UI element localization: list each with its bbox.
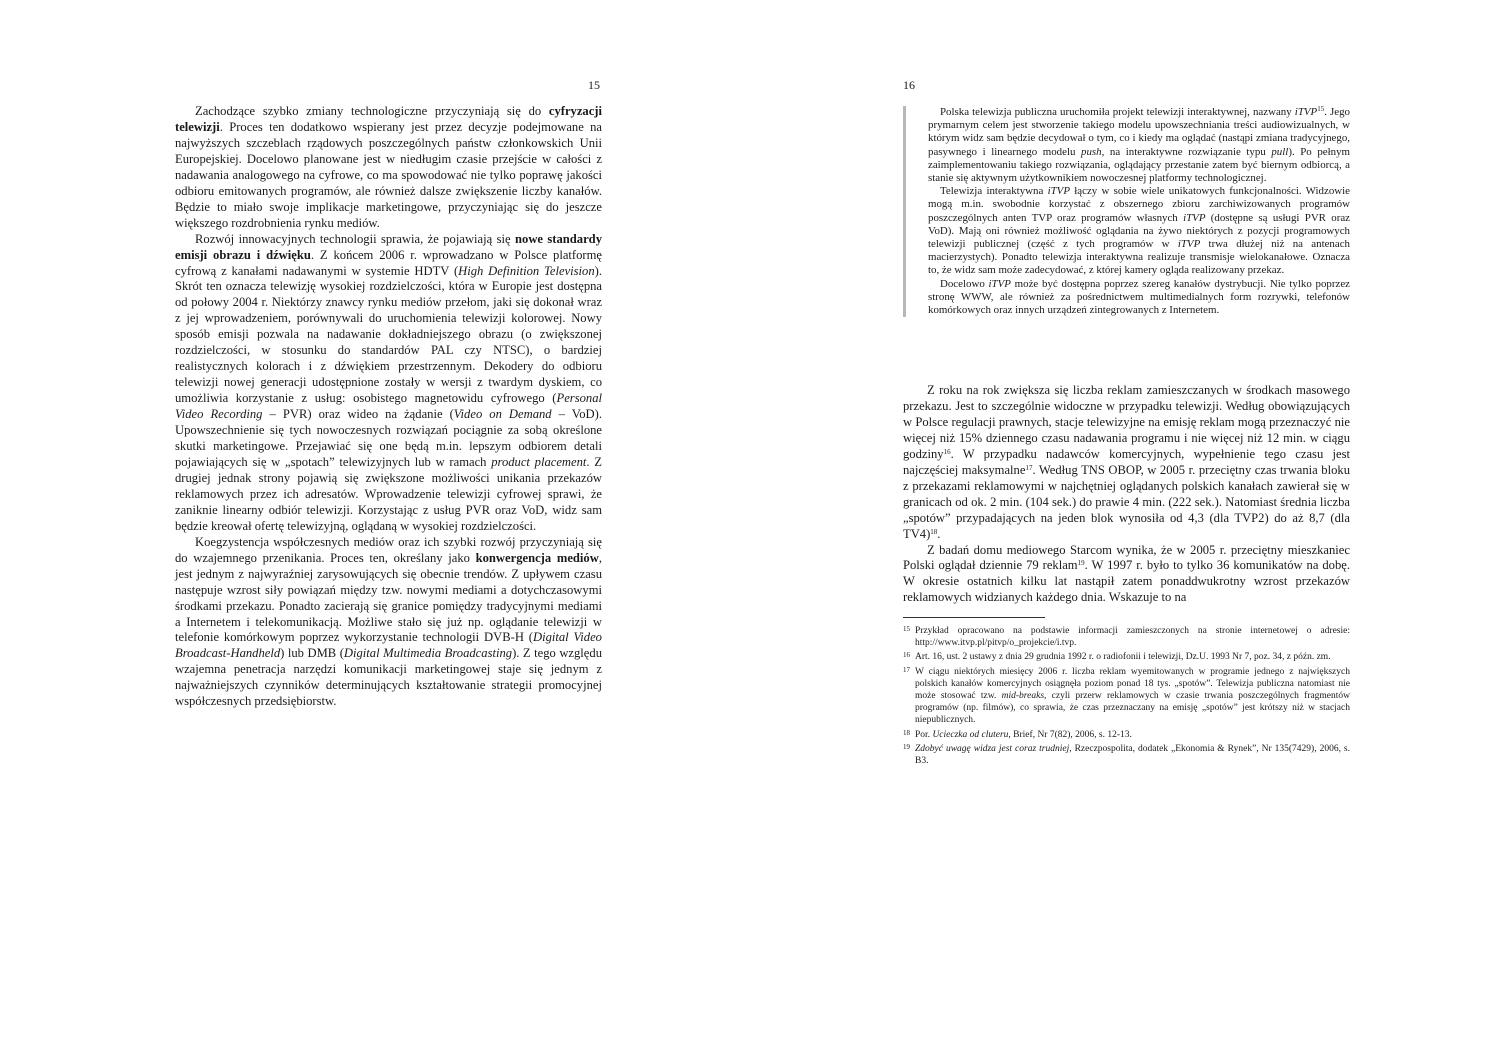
text: . Proces ten dodatkowo wspierany jest przez decyzje podejmowane na najwyższych szczeblach rządowych poszczególnych państw członkowskich Unii Europejskiej. Docelowo planowane jest w niedługim czasie przejście w całości z nadawania analogowego na cyfrowe, co ma spowodować nie tylko poprawę jakości odbioru emitowanych programów, ale również dalsze zwiększenie liczby kanałów. Będzie to miało swoje implikacje marketingowe, przyczyniając się do jeszcze większego rozdrobnienia rynku mediów. xyxy=(175,119,602,230)
paragraph xyxy=(175,232,602,535)
text: . Z końcem 2006 r. wprowadzano w Polsce platformę cyfrową z kanałami nadawanymi w systemie HDTV ( xyxy=(175,247,603,278)
text: – VoD). Upowszechnienie się tych nowoczesnych rozwiązań pociągnie za sobą określone skutki marketingowe. Przejawiać się one będą m.in. lepszym odbiorem detali pojawiających się w „spotach” telewizyjnych lub w ramach xyxy=(175,407,602,469)
footnote-divider xyxy=(903,617,1045,618)
text: . Z drugiej jednak strony pojawią się zwiększone możliwości unikania przekazów reklamowych przez ich adresatów. Wprowadzenie telewizji cyfrowej sprawi, że zaniknie linearny odbiór telewizji. Korzystając z usług PVR oraz VoD, widz sam będzie kreował ofertę telewizyjną, oglądaną w wysokiej rozdzielczości. xyxy=(175,454,602,533)
text: Telewizja interaktywna xyxy=(940,185,1048,198)
italic-term: iTVP xyxy=(988,277,1011,290)
text: ). Z tego względu wzajemna penetracja narzędzi komunikacji marketingowej staje się jednym z najważniejszych czynników determinujących kształtowanie strategii promocyjnej współczesnych przedsiębiorstw. xyxy=(175,646,602,709)
text: może być dostępna poprzez szereg kanałów dystrybucji. Nie tylko poprzez stronę WWW, ale również za pośrednictwem multimedialnych form rozrywki, telefonów komórkowych oraz innych urządzeń zintegrowanych z Internetem. xyxy=(928,277,1351,317)
footnote-text: Przykład opracowano na podstawie informacji zamieszczonych na stronie internetowej o adresie: http://www.itvp.pl/pitvp/o_projekcie/i.tvp. xyxy=(915,626,1350,649)
box-paragraph xyxy=(928,106,1350,185)
footnote-ref[interactable]: 15 xyxy=(1317,105,1325,113)
text: Koegzystencja współczesnych mediów oraz ich szybki rozwój przyczyniają się do wzajemnego przenikania. Proces ten, określany jako xyxy=(175,534,602,565)
text: Zachodzące szybko zmiany technologiczne przyczyniają się do xyxy=(195,104,549,118)
footnote-ref[interactable]: 17 xyxy=(1025,463,1033,472)
italic-term: pull xyxy=(1271,145,1289,158)
italic-term: iTVP xyxy=(1294,106,1318,118)
italic-term: Digital Multimedia Broadcasting xyxy=(343,646,513,661)
footnote-ref[interactable]: 16 xyxy=(943,447,951,456)
italic-term: push xyxy=(1081,145,1102,158)
footnote-number: 17 xyxy=(903,665,910,674)
text: łączy w sobie wiele unikatowych funkcjonalności. Widzowie mogą m.in. swobodnie korzystać z obszernego zbioru zarchiwizowanych programów poszczególnych anten TVP oraz programów własnych xyxy=(928,185,1350,224)
paragraph xyxy=(175,535,602,710)
italic-term: Ucieczka od cluteru xyxy=(932,729,1009,740)
text: . Jego prymarnym celem jest stworzenie takiego modelu upowszechniania treści audiowizualnych, w którym widz sam będzie decydował o tym, co i kiedy ma oglądać (nastąpi zmiana tradycyjnego, pasywnego i linearnego modelu xyxy=(928,106,1350,158)
text: . xyxy=(937,526,941,541)
text: , jest jednym z najwyraźniej zarysowujących się obecnie trendów. Z upływem czasu następuje wzrost siły powiązań między tzw. nowymi mediami a dotychczasowymi środkami przekazu. Ponadto zacierają się granice pomiędzy tradycyjnymi mediami a Internetem i telekomunikacją. Możliwe stało się już np. oglądanie telewizji w telefonie komórkowym poprzez wykorzystanie technologii DVB-H ( xyxy=(175,550,602,645)
text: . Według TNS OBOP, w 2005 r. przeciętny czas trwania bloku z przekazami reklamowymi w najchętniej oglądanych polskich kanałach zawierał się w granicach od ok. 2 min. (104 sek.) do prawie 4 min. (222 sek.). Natomiast średnia liczba „spotów” przypadających na jeden blok wynosiła od 4,3 (dla TVP2) do aż 8,7 (dla TV4) xyxy=(903,462,1350,541)
paragraph xyxy=(903,543,1350,607)
footnote-number: 15 xyxy=(903,625,910,633)
text: . W przypadku nadawców komercyjnych, wypełnienie tego czasu jest najczęściej maksymalne xyxy=(903,446,1350,477)
footnotes xyxy=(903,625,1350,769)
footnote-text: Por. xyxy=(915,729,933,740)
text: Rozwój innowacyjnych technologii sprawia, że pojawiają się xyxy=(195,231,516,246)
italic-term: iTVP xyxy=(1047,185,1070,198)
paragraph xyxy=(903,383,1350,543)
italic-term: High Definition Television xyxy=(458,263,595,278)
page-number: 16 xyxy=(903,78,915,92)
footnote-number: 18 xyxy=(903,728,910,737)
footnote xyxy=(903,625,1350,649)
text: (dostępne są usługi PVR oraz VoD). Mają oni również możliwość oglądania na żywo niektórych z pozycji programowych telewizji publicznej (część z tych programów w xyxy=(928,211,1350,251)
text: – PVR) oraz wideo na żądanie ( xyxy=(262,407,454,422)
footnote-text: , czyli przerw reklamowych w czasie trwania poszczególnych fragmentów programów (np. filmów), co sprawia, że czas przeznaczany na emisję „spotów” jest krótszy niż w stacjach niepublicznych. xyxy=(915,691,1351,726)
box-paragraph xyxy=(928,278,1350,318)
italic-term: mid-breaks xyxy=(1001,691,1045,702)
italic-term: Zdobyć uwagę widza jest coraz trudniej xyxy=(915,743,1070,754)
bold-term: cyfryzacji telewizji xyxy=(175,104,602,134)
italic-term: iTVP xyxy=(1177,238,1201,251)
footnote-text: W ciągu niektórych miesięcy 2006 r. liczba reklam wyemitowanych w programie jednego z największych polskich kanałów komercyjnych osiągnęła poziom ponad 18 tys. „spotów”. Telewizja publiczna natomiast nie może stosować tzw. xyxy=(915,666,1350,702)
text: , na interaktywne rozwiązanie typu xyxy=(1101,145,1272,158)
footnote xyxy=(903,666,1350,727)
footnote-text: Art. 16, ust. 2 ustawy z dnia 29 grudnia 1992 r. o radiofonii i telewizji, Dz.U. 1993 Nr 7, poz. 34, z późn. zm. xyxy=(915,652,1331,663)
bold-term: nowe standardy emisji obrazu i dźwięku xyxy=(175,231,602,262)
text: . W 1997 r. było to tylko 36 komunikatów na dobę. W okresie ostatnich kilku lat nastąpił zatem ponaddwukrotny wzrost przekazów reklamowych widzianych każdego dnia. Wskazuje to na xyxy=(903,558,1351,605)
footnote xyxy=(903,729,1350,741)
italic-term: Digital Video Broadcast-Handheld xyxy=(175,630,602,661)
box-paragraph xyxy=(928,185,1350,277)
right-page-body xyxy=(903,383,1350,606)
text: trwa dłużej niż na antenach macierzystych). Ponadto telewizja interaktywna realizuje transmisje wielokanałowe. Oznacza to, że widz sam może zadecydować, z której kamery ogląda realizowany przekaz. xyxy=(928,238,1350,277)
text: ). Skrót ten oznacza telewizję wysokiej rozdzielczości, która w Europie jest dostępna od połowy 2004 r. Niektórzy znawcy rynku mediów przełom, jaki się dokonał wraz z jej wprowadzeniem, porównywali do uruchomienia telewizji kolorowej. Nowy sposób emisji pozwala na nadawanie dokładniejszego obrazu (o zwiększonej rozdzielczości, w stosunku do standardów PAL czy NTSC), o bardziej realistycznych kolorach i z dźwiękiem przestrzennym. Dekodery do odbioru telewizji nowej generacji udostępnione zostały w wersji z twardym dyskiem, co umożliwia korzystanie z usług: osobistego magnetowidu cyfrowego ( xyxy=(175,263,602,406)
text: Z roku na rok zwiększa się liczba reklam zamieszczanych w środkach masowego przekazu. Jest to szczególnie widoczne w przypadku telewizji. Według obowiązujących w Polsce regulacji prawnych, stacje telewizyjne na emisję reklam mogą przeznaczyć nie więcej niż 15% dziennego czasu nadawania programu i nie więcej niż 12 min. w ciągu godziny xyxy=(903,383,1350,461)
footnote-text: , Rzeczpospolita, dodatek „Ekonomia & Rynek”, Nr 135(7429), 2006, s. B3. xyxy=(915,743,1351,767)
text: Polska telewizja publiczna uruchomiła projekt telewizji interaktywnej, nazwany xyxy=(940,106,1295,118)
italic-term: Personal Video Recording xyxy=(175,391,602,422)
footnote-number: 19 xyxy=(903,742,910,751)
bold-term: konwergencja mediów xyxy=(475,550,599,565)
footnote-ref[interactable]: 18 xyxy=(930,527,938,536)
footnote-number: 16 xyxy=(903,651,910,660)
footnote xyxy=(903,743,1350,767)
text: ) lub DMB ( xyxy=(280,646,344,661)
italic-term: product placement xyxy=(491,454,587,469)
paragraph xyxy=(175,104,602,232)
text: ). Po pełnym zaimplementowaniu takiego rozwiązania, oglądający przestanie zatem być biernym odbiorcą, a stanie się aktywnym użytkownikiem nowoczesnej platformy technologicznej. xyxy=(928,145,1351,185)
footnote-text: , Brief, Nr 7(82), 2006, s. 12-13. xyxy=(1008,729,1132,740)
italic-term: iTVP xyxy=(1183,211,1206,224)
footnote-ref[interactable]: 19 xyxy=(1077,559,1085,568)
text: Docelowo xyxy=(940,277,989,290)
itvp-case-box xyxy=(903,106,1350,317)
left-page-body xyxy=(175,104,602,710)
italic-term: Video on Demand xyxy=(453,407,552,422)
text: Z badań domu mediowego Starcom wynika, że w 2005 r. przeciętny mieszkaniec Polski oglądał dziennie 79 reklam xyxy=(903,542,1350,573)
page-number: 15 xyxy=(588,78,600,92)
footnote xyxy=(903,651,1350,663)
